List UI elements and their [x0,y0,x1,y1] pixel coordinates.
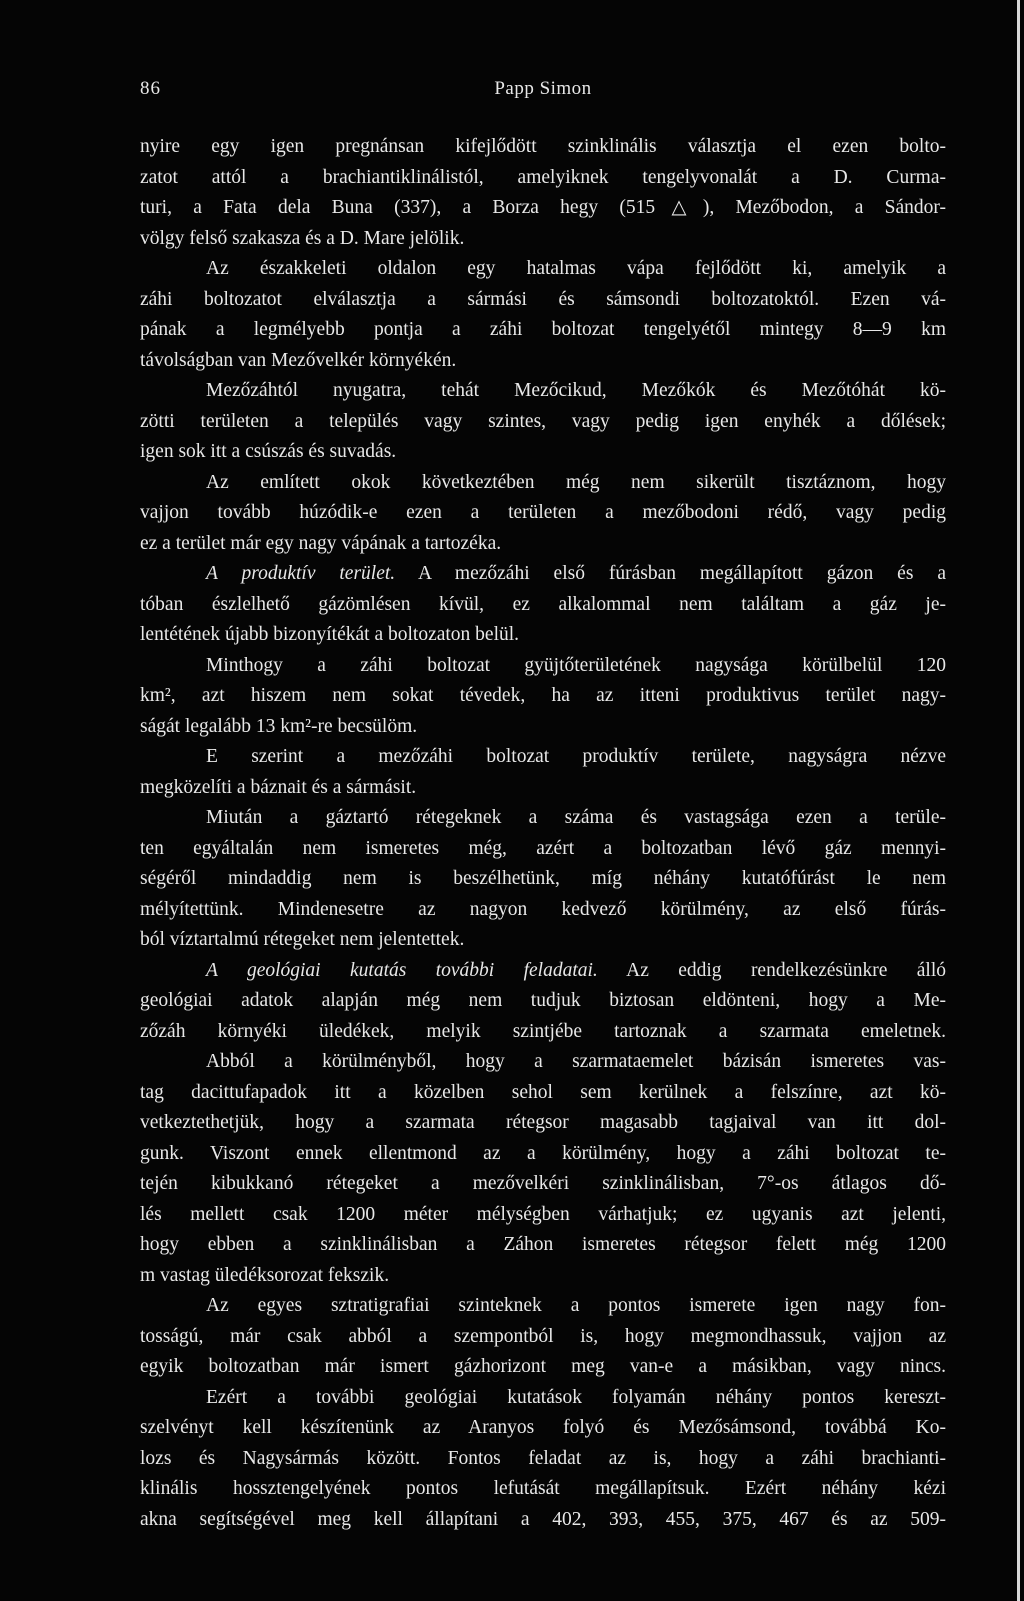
text-line [140,285,946,316]
text-line [140,1413,946,1444]
page-header [140,78,946,104]
text-line [140,407,946,438]
text-line [140,468,946,499]
text-line [140,559,946,590]
text-segment: vetkeztethetjük, hogy a szarmata rétegsor magasabb tagjaival van itt dol- [140,1112,946,1133]
text-segment: ságát legalább 13 km²-re becsülöm. [140,715,418,737]
text-line [140,1078,946,1109]
text-line [140,1017,946,1048]
text-segment: tosságú, már csak abból a szempontból is, hogy megmondhassuk, vajjon az [140,1325,946,1347]
text-line [140,254,946,285]
text-line [140,1108,946,1139]
page-number: 86 [140,78,161,99]
text-segment: km², azt hiszem nem sokat tévedek, ha az itteni produktivus terület nagy- [140,685,946,706]
text-segment: A mezőzáhi első fúrásban megállapított gázon és a [395,563,946,584]
text-line [140,803,946,834]
text-segment: tag dacittufapadok itt a közelben sehol sem kerülnek a felszínre, azt kö- [140,1081,946,1103]
text-line [140,193,946,224]
text-segment: gunk. Viszont ennek ellentmond az a körülmény, hogy a záhi boltozat te- [140,1142,946,1164]
text-segment: ségéről mindaddig nem is beszélhetünk, míg néhány kutatófúrást le nem [140,868,946,889]
text-line [140,1505,946,1536]
text-line [140,437,946,468]
text-segment: távolságban van Mezővelkér környékén. [140,349,457,371]
text-segment: vajjon tovább húzódik-e ezen a területen a mezőbodoni rédő, vagy pedig [140,502,946,523]
text-segment: Az egyes sztratigrafiai szinteknek a pontos ismerete igen nagy fon- [206,1295,946,1316]
text-segment: m vastag üledéksorozat fekszik. [140,1264,390,1286]
text-line [140,956,946,987]
text-segment: Az említett okok következtében még nem sikerült tisztáznom, hogy [206,471,946,493]
text-line [140,1383,946,1414]
text-segment: E szerint a mezőzáhi boltozat produktív területe, nagyságra nézve [206,746,946,767]
text-line [140,895,946,926]
text-segment: Abból a körülményből, hogy a szarmataemelet bázisán ismeretes vas- [206,1051,946,1072]
text-segment: záhi boltozatot elválasztja a sármási és sámsondi boltozatoktól. Ezen vá- [140,288,946,310]
text-segment: zatot attól a brachiantiklinálistól, amelyiknek tengelyvonalát a D. Curma- [140,166,946,188]
text-segment: Mezőzáhtól nyugatra, tehát Mezőcikud, Mezőkók és Mezőtóhát kö- [206,380,946,401]
text-line [140,742,946,773]
text-line [140,315,946,346]
text-line [140,834,946,865]
text-segment: Miután a gáztartó rétegeknek a száma és vastagsága ezen a terüle- [206,807,946,828]
text-line [140,925,946,956]
text-line [140,651,946,682]
text-line [140,224,946,255]
section-heading: A produktív terület. [206,563,396,584]
text-segment: egyik boltozatban már ismert gázhorizont meg van-e a másikban, vagy nincs. [140,1356,946,1377]
text-segment: ten egyáltalán nem ismeretes még, azért a boltozatban lévő gáz mennyi- [140,837,946,859]
text-segment: Az eddig rendelkezésünkre álló [597,959,946,981]
section-heading: A geológiai kutatás további feladatai. [206,959,598,981]
text-line [140,986,946,1017]
text-line [140,1169,946,1200]
text-segment: Ezért a további geológiai kutatások folyamán néhány pontos kereszt- [206,1386,946,1408]
text-segment: igen sok itt a csúszás és suvadás. [140,441,397,462]
text-line [140,1444,946,1475]
text-line [140,1230,946,1261]
running-head: Papp Simon [494,78,592,99]
text-body [140,132,946,1535]
text-segment: völgy felső szakasza és a D. Mare jelölik. [140,227,465,249]
text-line [140,1322,946,1353]
text-line [140,864,946,895]
text-segment: Minthogy a záhi boltozat gyüjtőterületének nagysága körülbelül 120 [206,654,946,676]
text-line [140,590,946,621]
text-line [140,529,946,560]
text-line [140,1047,946,1078]
text-segment: klinális hossztengelyének pontos lefutását megállapítsuk. Ezért néhány kézi [140,1478,946,1499]
text-line [140,1200,946,1231]
text-line [140,498,946,529]
text-line [140,163,946,194]
text-line [140,681,946,712]
text-segment: ból víztartalmú rétegeket nem jelentettek. [140,929,465,950]
text-segment: tején kibukkanó rétegeket a mezővelkéri szinklinálisban, 7°-os átlagos dő- [140,1173,946,1194]
text-segment: hogy ebben a szinklinálisban a Záhon ismeretes rétegsor felett még 1200 [140,1234,946,1255]
text-segment: geológiai adatok alapján még nem tudjuk biztosan eldönteni, hogy a Me- [140,990,946,1011]
text-line [140,712,946,743]
text-segment: lés mellett csak 1200 méter mélységben várhatjuk; ez ugyanis azt jelenti, [140,1203,946,1225]
text-segment: turi, a Fata dela Buna (337), a Borza hegy (515△), Mezőbodon, a Sándor- [140,197,946,218]
text-line [140,1291,946,1322]
text-segment: Az északkeleti oldalon egy hatalmas vápa fejlődött ki, amelyik a [206,258,946,279]
text-line [140,1352,946,1383]
text-line [140,620,946,651]
text-line [140,1261,946,1292]
text-line [140,773,946,804]
text-line [140,376,946,407]
page-edge [1017,0,1020,1601]
text-segment: megközelíti a báznait és a sármásit. [140,776,417,798]
text-segment: ez a terület már egy nagy vápának a tartozéka. [140,532,502,554]
text-line [140,132,946,163]
text-segment: tóban észlelhető gázömlésen kívül, ez alkalommal nem találtam a gáz je- [140,593,946,615]
text-segment: zötti területen a település vagy szintes, vagy pedig igen enyhék a dőlések; [140,410,946,432]
text-segment: nyire egy igen pregnánsan kifejlődött szinklinális választja el ezen bolto- [140,136,946,157]
text-segment: mélyítettünk. Mindenesetre az nagyon kedvező körülmény, az első fúrás- [140,898,946,920]
text-segment: akna segítségével meg kell állapítani a 402, 393, 455, 375, 467 és az 509- [140,1508,946,1530]
text-segment: lentétének újabb bizonyítékát a boltozaton belül. [140,624,520,645]
text-segment: pának a legmélyebb pontja a záhi boltozat tengelyétől mintegy 8—9 km [140,319,946,340]
text-line [140,1139,946,1170]
text-line [140,1474,946,1505]
text-segment: lozs és Nagysármás között. Fontos feladat az is, hogy a záhi brachianti- [140,1447,946,1469]
text-line [140,346,946,377]
text-segment: szelvényt kell készítenünk az Aranyos folyó és Mezősámsond, továbbá Ko- [140,1417,946,1438]
text-segment: zőzáh környéki üledékek, melyik szintjébe tartoznak a szarmata emeletnek. [140,1020,946,1042]
